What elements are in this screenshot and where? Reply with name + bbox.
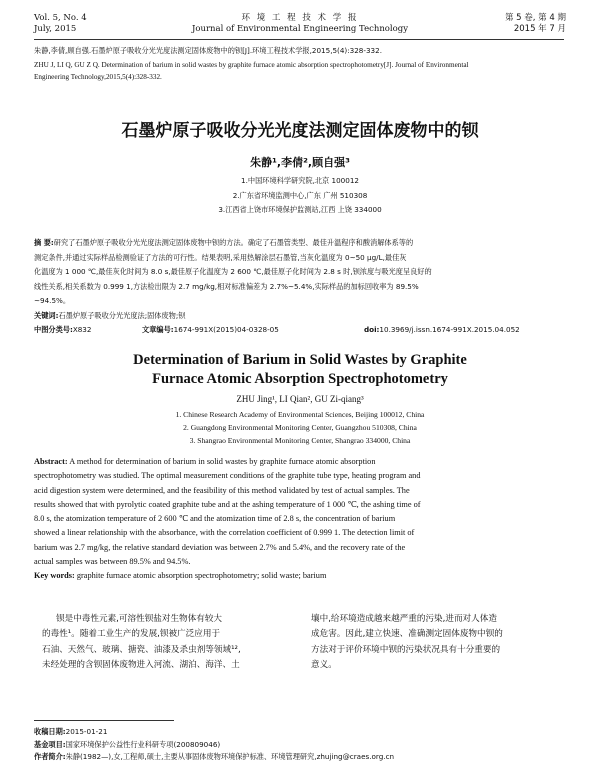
keywords-en: graphite furnace atomic absorption spectrophotometry; solid waste; barium xyxy=(76,571,327,581)
footnote-rule xyxy=(34,720,174,721)
abstract-cn-line: 测定条件,并通过实际样品检测验证了方法的可行性。结果表明,采用热解涂层石墨管,当灰化温度为 0~50 μg/L,最佳灰 xyxy=(34,252,407,262)
abstract-cn-line: 线性关系,相关系数为 0.999 1,方法检出限为 2.7 mg/kg,相对标准偏差为 2.7%~5.4%,实际样品的加标回收率为 89.5% xyxy=(34,281,419,291)
abstract-en-line: spectrophotometry was studied. The optimal measurement conditions of the graphite tube type, heating program and xyxy=(34,471,421,481)
keywords-en-label: Key words: xyxy=(34,571,75,581)
clc-label: 中图分类号: xyxy=(34,325,73,334)
body-left-line: 钡是中毒性元素,可溶性钡盐对生物体有较大 xyxy=(56,614,223,624)
keywords-cn-label: 关键词: xyxy=(34,310,59,320)
doi-value: 10.3969/j.issn.1674-991X.2015.04.052 xyxy=(379,325,520,334)
abstract-cn-line: 化温度为 1 000 ℃,最佳灰化时间为 8.0 s,最佳原子化温度为 2 600 ℃,最佳原子化时间为 2.8 s 时,钡浓度与吸光度呈良好的 xyxy=(34,267,432,276)
abstract-en-line: showed a linear relationship with the absorbance, with the correlation coefficient of 0.999 1. The detection limit of xyxy=(34,528,415,538)
body-left-line: 石油、天然气、玻璃、搪瓷、油漆及杀虫剂等领域¹², xyxy=(42,644,241,655)
issue-cn: 第 5 卷, 第 4 期 xyxy=(504,13,566,23)
footnotes xyxy=(34,726,574,764)
page-title-en xyxy=(0,351,600,389)
abstract-cn xyxy=(34,236,568,338)
volume-text: Vol. 5, No. 4 xyxy=(34,13,87,23)
citation-en-line2: Engineering Technology,2015,5(4):328-332. xyxy=(34,73,162,81)
affiliation-en-1: 1. Chinese Research Academy of Environmental Sciences, Beijing 100012, China xyxy=(175,410,425,419)
author-bio-label: 作者简介: xyxy=(34,752,66,761)
abstract-en-label: Abstract: xyxy=(34,457,68,466)
doi-label: doi: xyxy=(364,325,380,334)
abstract-en-line: actual samples was between 89.5% and 94.5%. xyxy=(34,557,191,567)
clc-value: X832 xyxy=(72,325,92,334)
date-cn: 2015 年 7 月 xyxy=(513,24,566,34)
doc-number-label: 文章编号: xyxy=(142,325,174,334)
authors-en: ZHU Jing¹, LI Qian², GU Zi-qiang³ xyxy=(236,394,364,404)
abstract-cn-line: 研究了石墨炉原子吸收分光光度法测定固体废物中钡的方法。确定了石墨管类型、最佳升温程序和酸消解体系等的 xyxy=(53,238,414,247)
journal-en: Journal of Environmental Engineering Technology xyxy=(191,24,409,34)
abstract-en-line: barium was 2.7 mg/kg, the relative standard deviation was between 2.7% and 5.4%, and the recovery rate of the xyxy=(34,542,406,552)
body-right-line: 壤中,给环境造成越来越严重的污染,进而对人体造 xyxy=(311,614,497,624)
doc-number-value: 1674-991X(2015)04-0328-05 xyxy=(173,325,279,334)
author-bio: 朱静(1982—),女,工程师,硕士,主要从事固体废物环境保护标准、环境管理研究,zhujing@craes.org.cn xyxy=(65,752,395,761)
citation-cn: 朱静,李倩,顾自强.石墨炉原子吸收分光光度法测定固体废物中的钡[J].环境工程技术学报,2015,5(4):328-332. xyxy=(34,46,382,55)
abstract-en-line: 8.0 s, the atomization temperature of 2 600 ℃ and the atomization time of 2.8 s, the concentration of barium xyxy=(34,514,396,524)
funding-text: 国家环境保护公益性行业科研专项(200809046) xyxy=(65,739,221,749)
affiliation-en-2: 2. Guangdong Environmental Monitoring Center, Guangzhou 510308, China xyxy=(183,423,417,433)
abstract-cn-line: ~94.5%。 xyxy=(34,296,71,305)
citation-en-line1: ZHU J, LI Q, GU Z Q. Determination of barium in solid wastes by graphite furnace atomic absorption spectrophotometry[J]. Journal of Environmental xyxy=(34,61,469,69)
date-en-text: July, 2015 xyxy=(34,24,77,34)
keywords-cn: 石墨炉原子吸收分光光度法;固体废物;钡 xyxy=(58,310,186,320)
received-date: 2015-01-21 xyxy=(65,727,108,736)
abstract-en-line: acid digestion system were determined, and the feasibility of this method validated by test of actual samples. The xyxy=(34,485,410,495)
authors-cn: 朱静¹,李倩²,顾自强³ xyxy=(250,156,350,169)
affiliation-cn-1: 1.中国环境科学研究院,北京 100012 xyxy=(241,176,359,185)
header-issue xyxy=(505,13,566,35)
title-en-line1: Determination of Barium in Solid Wastes by Graphite xyxy=(133,352,467,368)
abstract-en xyxy=(34,455,568,584)
affiliation-cn-2: 2.广东省环境监测中心,广东 广州 510308 xyxy=(232,190,368,200)
body-left-line: 未经处理的含钡固体废物进入河流、湖泊、海洋、土 xyxy=(42,659,240,670)
citation-en xyxy=(34,59,566,83)
affiliations-cn xyxy=(0,174,600,218)
classification-row xyxy=(34,323,568,338)
header-rule xyxy=(34,39,564,40)
abstract-en-line: results showed that with pyrolytic coated graphite tube and at the ashing temperature of 1 000 ℃, the ashing time of xyxy=(34,499,421,509)
affiliation-en-3: 3. Shangrao Environmental Monitoring Center, Shangrao 334000, China xyxy=(189,436,411,446)
received-date-label: 收稿日期: xyxy=(34,727,66,736)
body-column-right xyxy=(311,612,573,673)
abstract-cn-label: 摘 要: xyxy=(34,238,54,247)
body-right-line: 方法对于评价环境中钡的污染状况具有十分重要的 xyxy=(311,644,501,655)
body-right-line: 意义。 xyxy=(311,659,337,670)
funding-label: 基金项目: xyxy=(34,739,66,749)
affiliations-en xyxy=(0,408,600,448)
title-en-line2: Furnace Atomic Absorption Spectrophotometry xyxy=(152,371,448,387)
body-left-line: 的毒性¹。随着工业生产的发展,钡被广泛应用于 xyxy=(42,629,221,640)
page-title-cn: 石墨炉原子吸收分光光度法测定固体废物中的钡 xyxy=(121,121,479,141)
journal-cn: 环 境 工 程 技 术 学 报 xyxy=(241,13,359,23)
abstract-en-line: A method for determination of barium in solid wastes by graphite furnace atomic absorption xyxy=(69,457,376,466)
body-column-left xyxy=(42,612,304,673)
body-right-line: 成危害。因此,建立快速、准确测定固体废物中钡的 xyxy=(311,629,503,640)
affiliation-cn-3: 3.江西省上饶市环境保护监测站,江西 上饶 334000 xyxy=(218,205,382,214)
